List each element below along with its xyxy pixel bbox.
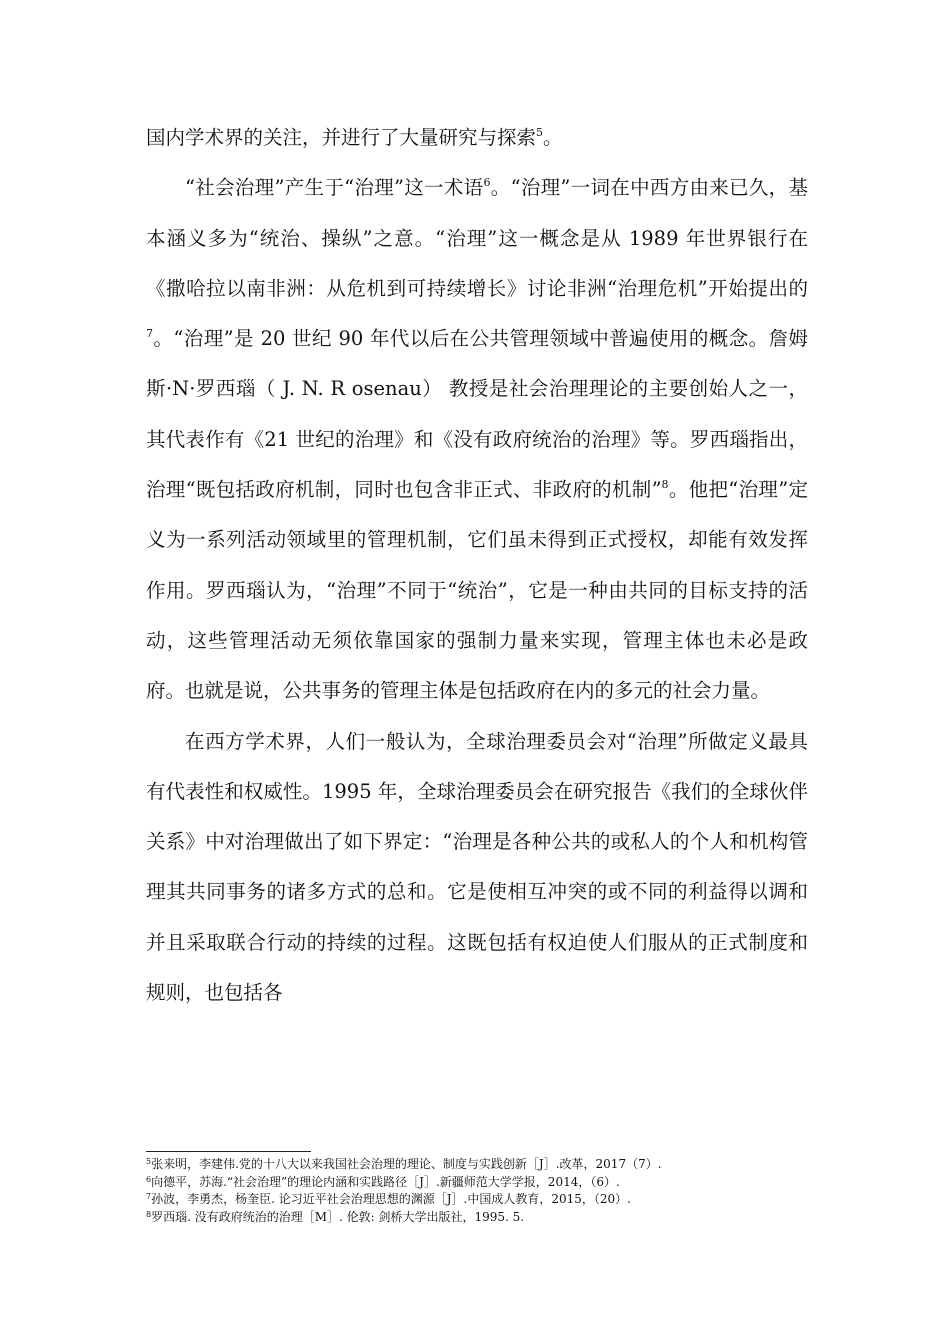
footnote-item — [146, 1191, 846, 1209]
footnote-separator — [146, 1151, 311, 1152]
paragraph-text: 。他把“治理”定义为一系列活动领域里的管理机制，它们虽未得到正式授权，却能有效发挥作用。罗西瑙认为，“治理”不同于“统治”，它是一种由共同的目标支持的活动，这些管理活动无须依靠国家的强制力量来实现，管理主体也未必是政府。也就是说，公共事务的管理主体是包括政府在内的多元的社会力量。 — [146, 478, 808, 703]
body-text — [146, 113, 808, 1018]
footnote-text: 向德平，苏海.“社会治理”的理论内涵和实践路径［J］.新疆师范大学学报，2014，（6）. — [151, 1174, 620, 1189]
paragraph-text: 。“治理”是 20 世纪 90 年代以后在公共管理领域中普遍使用的概念。詹姆斯·N·罗西瑙（ J. N. R osenau） 教授是社会治理理论的主要创始人之一，其代表作有《21 世纪的治理》和《没有政府统治的治理》等。罗西瑙指出，治理“既包括政府机制，同时也包含非正式、非政府的机制” — [146, 327, 808, 502]
paragraph-p2 — [146, 163, 808, 716]
footnote-item — [146, 1174, 846, 1192]
footnote-reference[interactable]: 8 — [661, 478, 669, 492]
paragraph-text: 在西方学术界，人们一般认为，全球治理委员会对“治理”所做定义最具有代表性和权威性。1995 年，全球治理委员会在研究报告《我们的全球伙伴关系》中对治理做出了如下界定：“治理是各种公共的或私人的个人和机构管理其共同事务的诸多方式的总和。它是使相互冲突的或不同的利益得以调和并且采取联合行动的持续的过程。这既包括有权迫使人们服从的正式制度和规则，也包括各 — [146, 729, 808, 1005]
footnote-text: 张来明，李建伟.党的十八大以来我国社会治理的理论、制度与实践创新［J］.改革，2017（7）. — [151, 1157, 662, 1171]
paragraph-p3 — [146, 717, 808, 1019]
paragraph-text: 。 — [543, 126, 563, 149]
paragraph-text: “社会治理”产生于“治理”这一术语 — [185, 176, 484, 200]
footnote-number: 6 — [146, 1174, 152, 1184]
footnote-text: 罗西瑙. 没有政府统治的治理［M］. 伦敦: 剑桥大学出版社，1995. 5. — [151, 1209, 525, 1224]
footnote-number: 8 — [146, 1209, 152, 1219]
paragraph-text: 。“治理”一词在中西方由来已久，基本涵义多为“统治、操纵”之意。“治理”这一概念是从 1989 年世界银行在《撒哈拉以南非洲：从危机到可持续增长》讨论非洲“治理危机”开始提出的 — [146, 176, 808, 300]
footnote-number: 5 — [146, 1157, 152, 1166]
footnote-item — [146, 1156, 846, 1174]
footnote-number: 7 — [146, 1192, 152, 1201]
footnote-reference[interactable]: 5 — [536, 126, 544, 139]
footnote-item — [146, 1209, 846, 1227]
paragraph-p1 — [146, 113, 808, 163]
footnote-reference[interactable]: 6 — [483, 176, 491, 190]
paragraph-text: 国内学术界的关注，并进行了大量研究与探索 — [146, 126, 537, 149]
footnotes — [146, 1156, 846, 1226]
footnote-reference[interactable]: 7 — [146, 327, 153, 341]
footnote-text: 孙波，李勇杰，杨奎臣. 论习近平社会治理思想的渊源［J］.中国成人教育，2015，（20）. — [151, 1192, 631, 1206]
